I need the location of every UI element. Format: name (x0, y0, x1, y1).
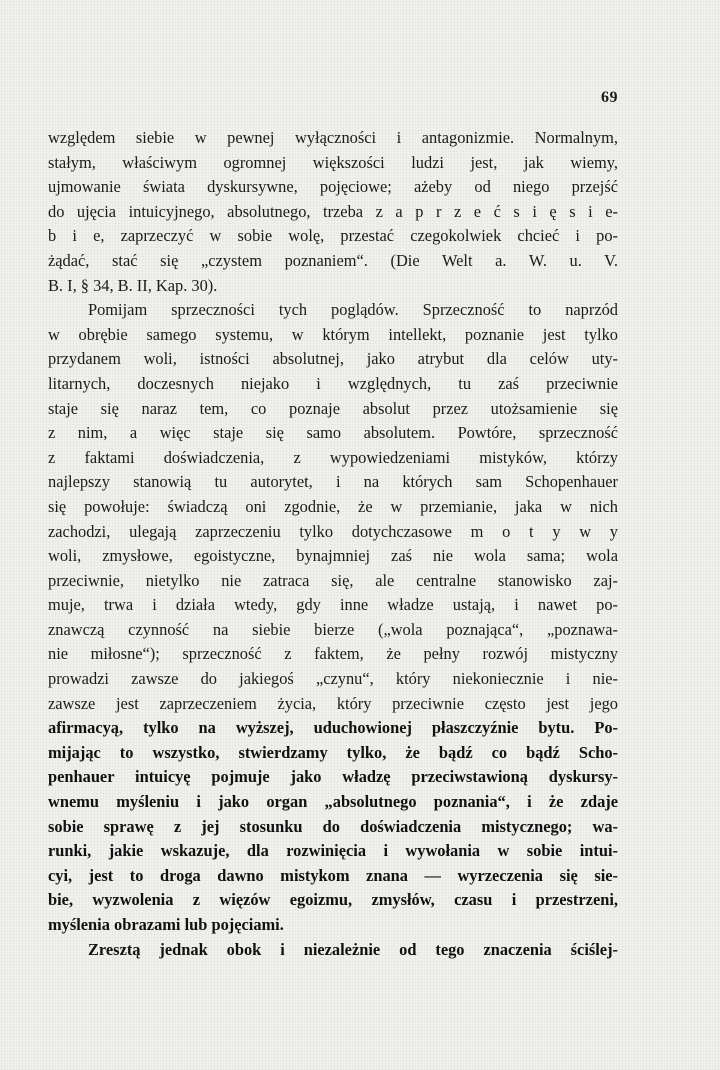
text-line: woli, zmysłowe, egoistyczne, bynajmniej zaś nie wola sama; wola (48, 546, 618, 566)
text-line: penhauer intuicyę pojmuje jako władzę przeciwstawioną dyskursy- (48, 767, 618, 787)
text-line: staje się naraz tem, co poznaje absolut przez utożsamienie się (48, 398, 618, 418)
text-line: przeciwnie, nietylko nie zatraca się, ale centralne stanowisko zaj- (48, 570, 618, 590)
text-line: stałym, właściwym ogromnej większości ludzi jest, jak wiemy, (48, 152, 618, 172)
book-page (48, 0, 618, 1070)
text-line: runki, jakie wskazuje, dla rozwinięcia i wywołania w sobie intui- (48, 841, 618, 861)
text-line: zachodzi, ulegają zaprzeczeniu tylko dotychczasowe m o t y w y (48, 521, 618, 541)
text-line: żądać, stać się „czystem poznaniem“. (Die Welt a. W. u. V. (48, 250, 618, 270)
text-line: sobie sprawę z jej stosunku do doświadczenia mistycznego; wa- (48, 816, 618, 836)
text-line: b i e, zaprzeczyć w sobie wolę, przestać czegokolwiek chcieć i po- (48, 226, 618, 246)
text-line: mijając to wszystko, stwierdzamy tylko, że bądź co bądź Scho- (48, 742, 618, 762)
text-line: względem siebie w pewnej wyłączności i antagonizmie. Normalnym, (48, 128, 618, 147)
page-number: 69 (601, 89, 618, 106)
text-line: do ujęcia intuicyjnego, absolutnego, trzeba z a p r z e ć s i ę s i e- (48, 201, 618, 221)
text-line: wnemu myśleniu i jako organ „absolutnego poznania“, i że zdaje (48, 792, 618, 812)
text-line: ujmowanie świata dyskursywne, pojęciowe; ażeby od niego przejść (48, 177, 618, 197)
text-line: z faktami doświadczenia, z wypowiedzeniami mistyków, którzy (48, 447, 618, 467)
text-line: znawczą czynność na siebie bierze („wola poznająca“, „poznawa- (48, 619, 618, 639)
text-line: afirmacyą, tylko na wyższej, uduchowionej płaszczyźnie bytu. Po- (48, 718, 618, 738)
body-text (48, 126, 618, 962)
text-line: w obrębie samego systemu, w którym intellekt, poznanie jest tylko (48, 324, 618, 344)
text-line: prowadzi zawsze do jakiegoś „czynu“, który niekoniecznie i nie- (48, 669, 618, 689)
text-line: Pomijam sprzeczności tych poglądów. Sprzeczność to naprzód (88, 300, 618, 320)
text-line: Zresztą jednak obok i niezależnie od tego znaczenia ściślej- (88, 939, 618, 959)
text-line: litarnych, doczesnych niejako i względnych, tu zaś przeciwnie (48, 373, 618, 393)
text-line: muje, trwa i działa wtedy, gdy inne władze ustają, i nawet po- (48, 595, 618, 615)
text-line: B. I, § 34, B. II, Kap. 30). (48, 275, 218, 295)
text-line: myślenia obrazami lub pojęciami. (48, 915, 284, 934)
text-line: nie miłosne“); sprzeczność z faktem, że pełny rozwój mistyczny (48, 644, 618, 664)
text-line: z nim, a więc staje się samo absolutem. Powtóre, sprzeczność (48, 423, 618, 443)
text-line: przydanem woli, istności absolutnej, jako atrybut dla celów uty- (48, 349, 618, 369)
text-line: zawsze jest zaprzeczeniem życia, który przeciwnie często jest jego (48, 693, 618, 713)
text-line: najlepszy stanowią tu autorytet, i na których sam Schopenhauer (48, 472, 618, 492)
text-line: bie, wyzwolenia z więzów egoizmu, zmysłów, czasu i przestrzeni, (48, 890, 618, 910)
text-line: się powołuje: świadczą oni zgodnie, że w przemianie, jaka w nich (48, 496, 618, 516)
text-line: cyi, jest to droga dawno mistykom znana — wyrzeczenia się sie- (48, 865, 618, 885)
